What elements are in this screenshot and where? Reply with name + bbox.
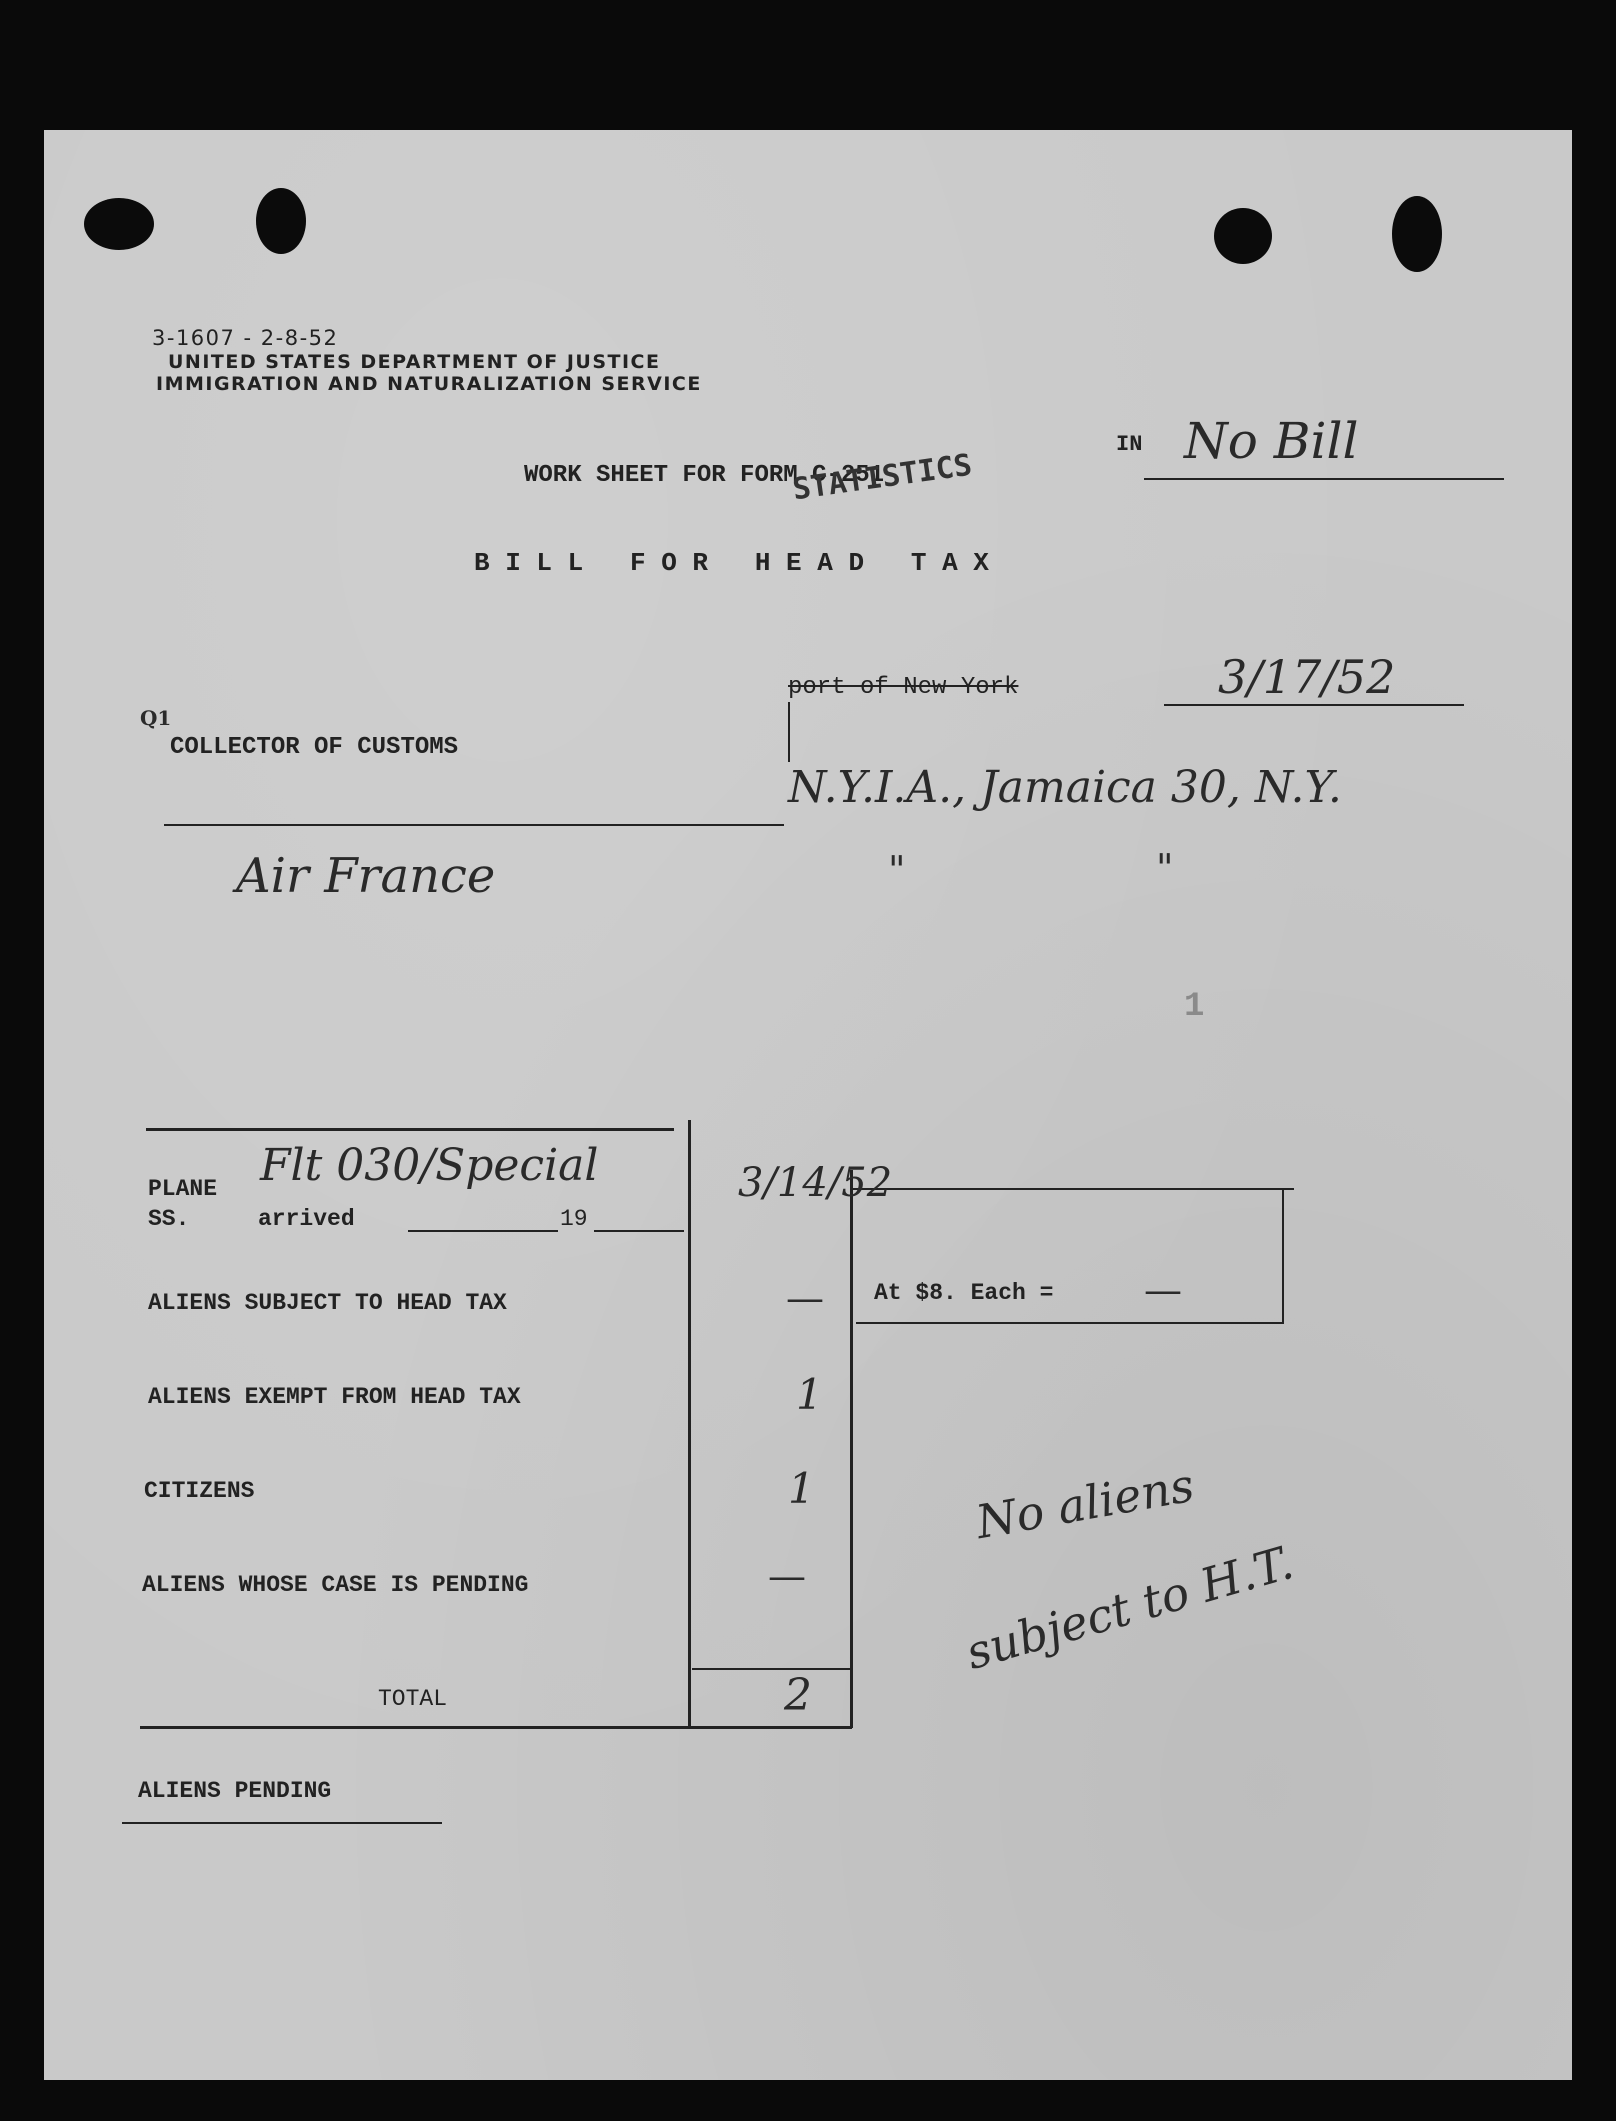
note-line-2: subject to H.T.	[960, 1535, 1299, 1680]
bill-title: B I L L F O R H E A D T A X	[474, 548, 989, 578]
row-label-citizens: CITIZENS	[144, 1478, 255, 1504]
arrived-label: arrived	[258, 1206, 355, 1232]
port-handwritten: N.Y.I.A., Jamaica 30, N.Y.	[788, 762, 1342, 813]
ditto-mark-2: "	[1156, 846, 1174, 890]
ss-label: SS.	[148, 1206, 190, 1232]
table-bottom-border	[140, 1726, 852, 1729]
collector-label: COLLECTOR OF CUSTOMS	[170, 734, 459, 761]
punch-hole-3	[1214, 208, 1272, 264]
carrier-value: Air France	[236, 848, 496, 904]
collector-underline	[164, 824, 784, 826]
agency-line-1: UNITED STATES DEPARTMENT OF JUSTICE	[168, 351, 661, 373]
punch-hole-2	[256, 188, 306, 254]
table-top-border	[146, 1128, 674, 1131]
worksheet-title: WORK SHEET FOR FORM C-251	[524, 462, 885, 489]
table-mid-divider	[688, 1120, 691, 1728]
arrived-underline	[408, 1230, 558, 1232]
aliens-pending-label: ALIENS PENDING	[138, 1778, 332, 1804]
date-value: 3/17/52	[1218, 650, 1396, 704]
row-label-pending: ALIENS WHOSE CASE IS PENDING	[142, 1572, 529, 1598]
port-divider	[788, 702, 790, 762]
total-top-line	[692, 1668, 852, 1670]
punch-hole-1	[84, 198, 154, 250]
rate-value: —	[1144, 1268, 1182, 1312]
table-right-divider	[850, 1170, 853, 1728]
statistics-stamp: STATISTICS	[790, 447, 975, 508]
plane-label: PLANE	[148, 1176, 218, 1202]
document-page	[44, 130, 1572, 2080]
note-line-1: No aliens	[972, 1457, 1198, 1550]
form-number: 3-1607 - 2-8-52	[152, 326, 339, 350]
punch-hole-4	[1392, 196, 1442, 272]
row-label-subject: ALIENS SUBJECT TO HEAD TAX	[148, 1290, 507, 1316]
port-label: port of New York	[788, 674, 1019, 701]
row-value-exempt: 1	[796, 1370, 823, 1419]
rate-box-bottom	[856, 1322, 1284, 1324]
in-label: IN	[1116, 432, 1143, 457]
row-label-exempt: ALIENS EXEMPT FROM HEAD TAX	[148, 1384, 521, 1410]
page-mark: 1	[1184, 988, 1205, 1026]
rate-label: At $8. Each =	[874, 1280, 1054, 1306]
date-underline	[1164, 704, 1464, 706]
aliens-pending-underline	[122, 1822, 442, 1824]
year-label: 19	[560, 1206, 588, 1232]
to-mark: Q1	[140, 706, 172, 730]
flight-value: Flt 030/Special	[260, 1140, 599, 1191]
row-value-subject: —	[786, 1276, 824, 1320]
agency-line-2: IMMIGRATION AND NATURALIZATION SERVICE	[156, 373, 702, 395]
rate-box-top	[850, 1188, 1294, 1190]
row-value-pending: —	[768, 1554, 806, 1598]
rate-box-right	[1282, 1188, 1284, 1324]
arrival-date: 3/14/52	[738, 1160, 893, 1206]
ditto-mark-1: "	[888, 848, 906, 892]
total-label: TOTAL	[378, 1686, 448, 1712]
in-underline	[1144, 478, 1504, 480]
in-value: No Bill	[1184, 412, 1359, 470]
total-value: 2	[784, 1670, 812, 1721]
year-underline	[594, 1230, 684, 1232]
row-value-citizens: 1	[788, 1464, 815, 1513]
